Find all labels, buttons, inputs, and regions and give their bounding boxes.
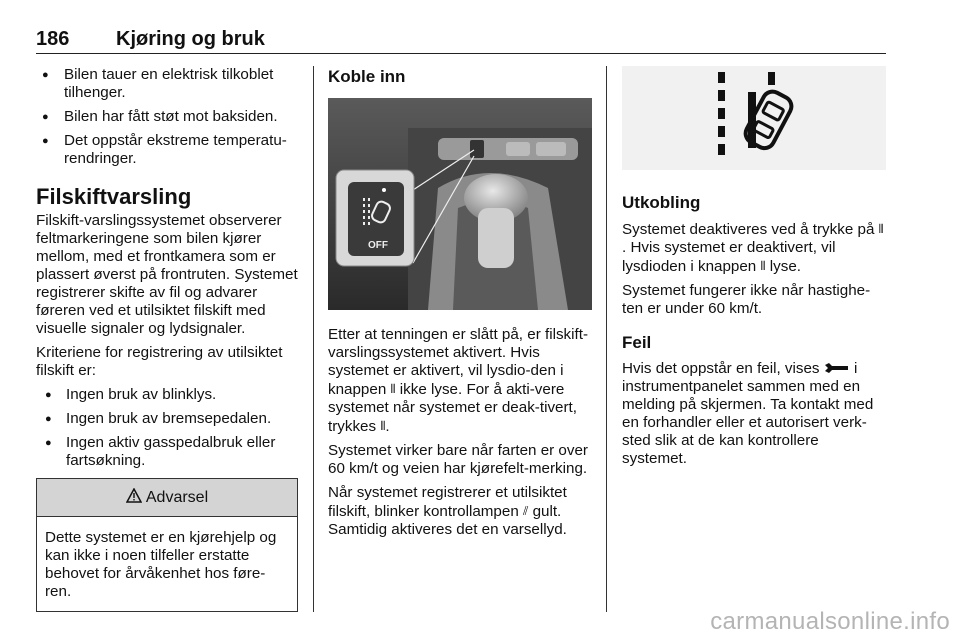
section-title: Filskiftvarsling	[36, 184, 192, 209]
wrench-icon	[824, 360, 850, 377]
page-header	[36, 28, 886, 54]
list-item: ● Ingen aktiv gasspedalbruk eller fartsøkning.	[36, 434, 298, 470]
column-middle	[328, 66, 592, 545]
criteria-list	[36, 386, 298, 470]
page-number: 186	[36, 28, 70, 50]
column-right	[622, 66, 886, 474]
paragraph: Systemet fungerer ikke når hastighe-ten er under 60 km/t.	[622, 282, 871, 317]
watermark: carmanualsonline.info	[710, 608, 950, 635]
paragraph: Kriteriene for registrering av utilsiktet filskift er:	[36, 344, 283, 379]
list-item: ● Det oppstår ekstreme temperatu-rendringer.	[36, 132, 298, 168]
warning-title: Advarsel	[145, 488, 209, 506]
column-left	[36, 66, 298, 612]
warning-text: Dette systemet er en kjørehjelp og kan ikke i noen tilfeller erstatte behovet for årvåkenhet hos føre-ren.	[45, 529, 277, 600]
warning-header	[37, 479, 297, 517]
paragraph: Filskift-varslingssystemet observerer feltmarkeringene som bilen kjører mellom, med et frontkamera som er plassert øverst på frontruten. Systemet registrerer skifte av fil og advarer føreren ved et utilsiktet filskift med visuelle signaler og lydsignaler.	[36, 212, 298, 337]
lane-button-icon: ⫴	[390, 382, 396, 396]
feil-heading: Feil	[622, 333, 652, 352]
intro-bullet-list	[36, 66, 298, 168]
utkobling-heading: Utkobling	[622, 193, 701, 212]
lane-button-icon: ⫴	[380, 419, 386, 433]
paragraph: Systemet deaktiveres ved å trykke på ⫴. Hvis systemet er deaktivert, vil lysdioden i knappen ⫴ lyse.	[622, 221, 884, 275]
button-off-label: OFF	[368, 240, 388, 251]
lane-departure-icon: ⫽	[522, 504, 529, 518]
paragraph: Systemet virker bare når farten er over 60 km/t og veien har kjørefelt-merking.	[328, 442, 588, 477]
lane-departure-symbol	[622, 66, 886, 170]
warning-triangle-icon	[126, 488, 142, 507]
column-divider	[313, 66, 314, 612]
paragraph: Når systemet registrerer et utilsiktet filskift, blinker kontrollampen ⫽ gult. Samtidig aktiveres det en varsellyd.	[328, 484, 567, 538]
warning-box	[36, 478, 298, 612]
column-divider	[606, 66, 607, 612]
chapter-title: Kjøring og bruk	[116, 28, 265, 50]
paragraph: Hvis det oppstår en feil, vises i instrumentpanelet sammen med en melding på skjermen. Ta kontakt med en forhandler eller et autorisert verk-sted slik at de kan kontrollere systemet.	[622, 360, 874, 467]
section-heading: Koble inn	[328, 67, 406, 86]
console-photo	[328, 98, 592, 310]
list-item: ● Bilen har fått støt mot baksiden.	[36, 108, 298, 126]
lane-button-icon: ⫴	[878, 222, 884, 236]
lane-button-icon: ⫴	[760, 259, 766, 273]
list-item: ● Ingen bruk av bremsepedalen.	[36, 410, 298, 428]
list-item: ● Bilen tauer en elektrisk tilkoblet tilhenger.	[36, 66, 298, 102]
list-item: ● Ingen bruk av blinklys.	[36, 386, 298, 404]
paragraph: Etter at tenningen er slått på, er filskift-varslingssystemet aktivert. Hvis systemet er aktivert, vil lysdio-den i knappen ⫴ ikke lyse. For å akti-vere systemet når systemet er deak-tivert, trykkes ⫴.	[328, 326, 588, 435]
